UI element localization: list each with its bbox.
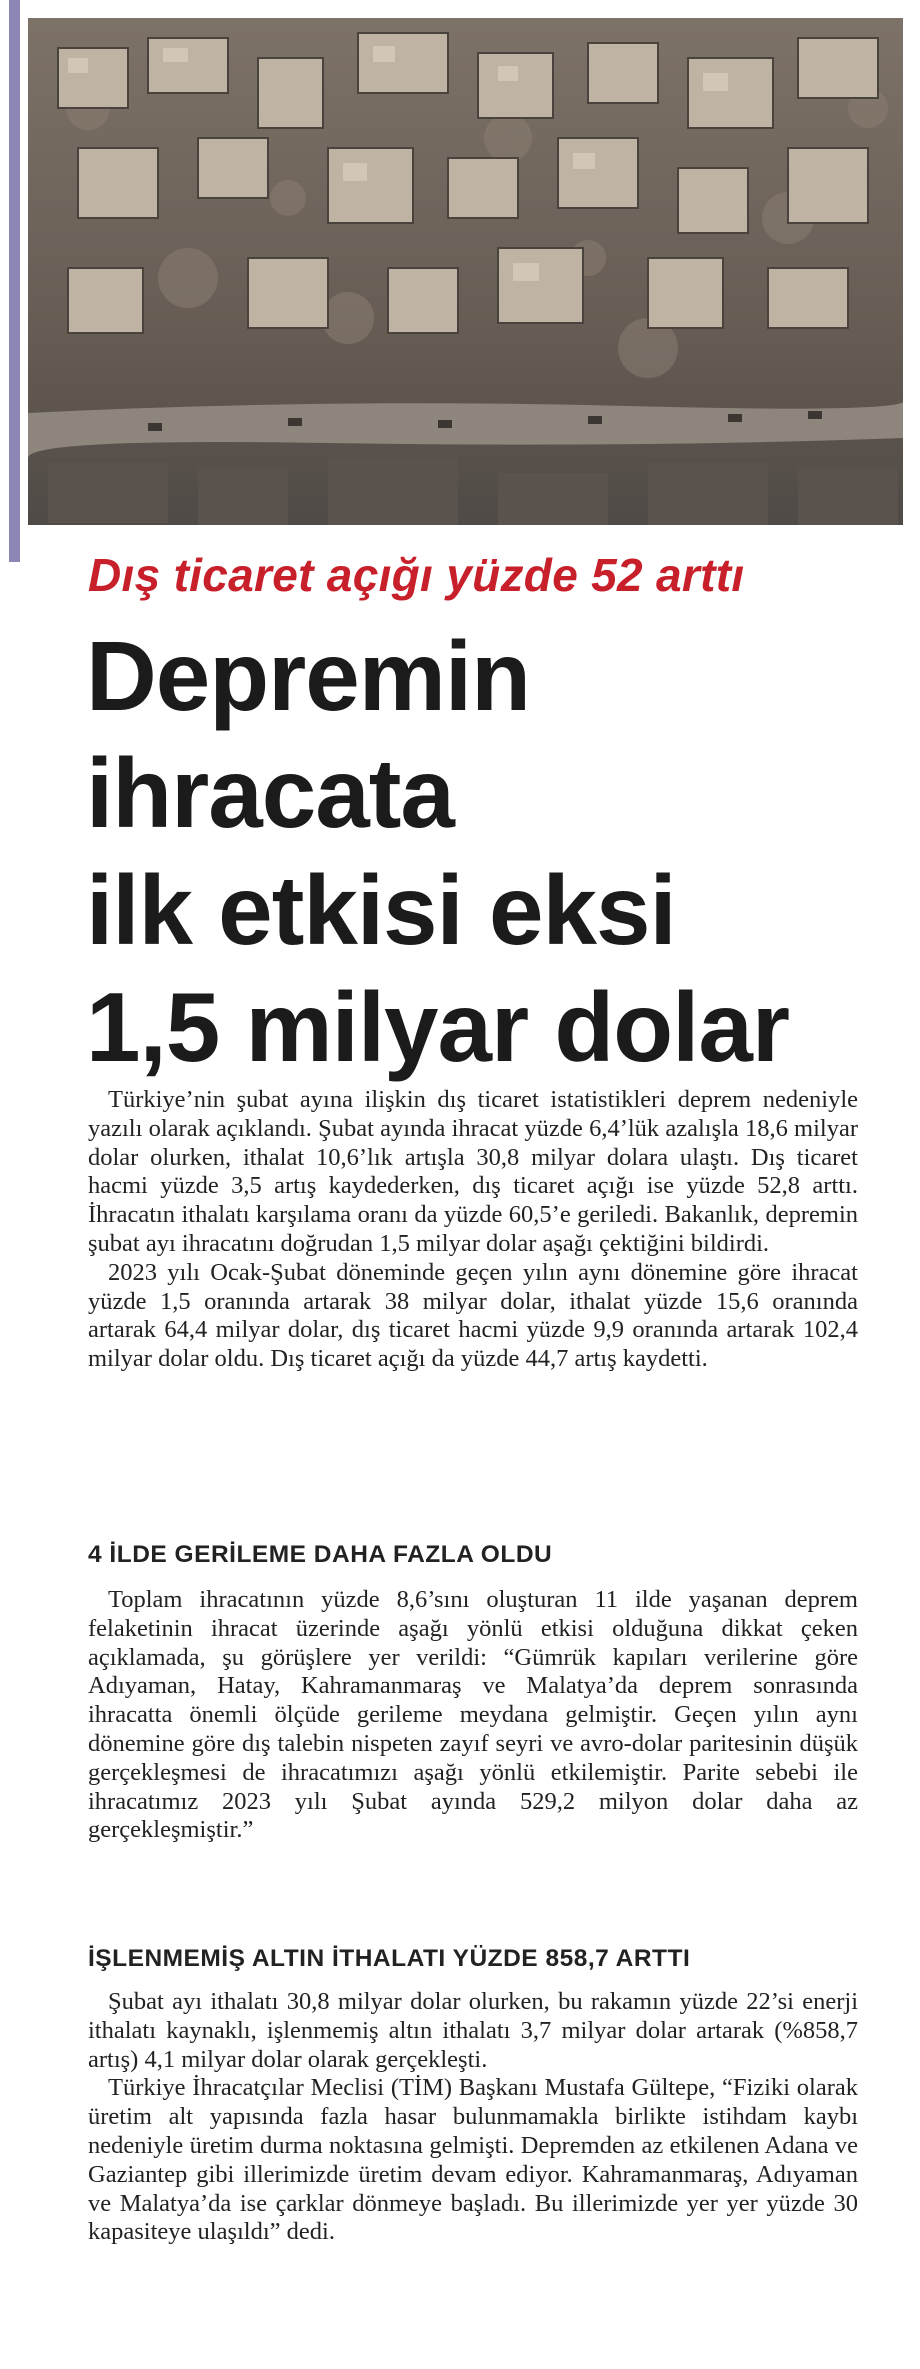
kicker-headline: Dış ticaret açığı yüzde 52 arttı [88, 549, 745, 601]
headline-line: Depremin [86, 621, 531, 731]
paragraph: Toplam ihracatının yüzde 8,6’sını oluşturan 11 ilde yaşanan deprem felaketinin ihracat üzerinde aşağı yönlü etkisi olduğuna dikkat çeken açıklamada, şu görüşlere yer verildi: “Gümrük kapıları verilerine göre Adıyaman, Hatay, Kahramanmaraş ve Malatya’da deprem sonrasında ihracatta önemli ölçüde gerileme meydana gelmiştir. Geçen yılın aynı dönemine göre dış talebin nispeten zayıf seyri ve avro-dolar paritesinin düşük gerçekleşmesi de ihracatımızı aşağı yönlü etkilemiştir. Parite sebebi ile ihracatımız 2023 yılı Şubat ayında 529,2 milyon dolar daha az gerçekleşmiştir.” [88, 1586, 858, 1844]
headline-line: ilk etkisi eksi [86, 855, 676, 965]
article-body-section-2 [88, 1586, 858, 1845]
main-headline [86, 618, 886, 1086]
headline-line: 1,5 milyar dolar [86, 972, 790, 1082]
paragraph: Türkiye’nin şubat ayına ilişkin dış ticaret istatistikleri deprem nedeniyle yazılı olarak açıklandı. Şubat ayında ihracat yüzde 6,4’lük azalışla 18,6 milyar dolar olurken, ithalat 10,6’lık artışla 30,8 milyar dolara ulaştı. Dış ticaret hacmi yüzde 3,5 artış kaydederken, dış ticaret açığı ise yüzde 52,8 arttı. İhracatın ithalatı karşılama oranı da yüzde 60,5’e geriledi. Bakanlık, depremin şubat ayı ihracatını doğrudan 1,5 milyar dolar aşağı çektiğini bildirdi. [88, 1086, 858, 1257]
section-heading: 4 İLDE GERİLEME DAHA FAZLA OLDU [88, 1541, 553, 1568]
section-heading: İŞLENMEMİŞ ALTIN İTHALATI YÜZDE 858,7 ARTTI [88, 1945, 691, 1972]
left-accent-rule [9, 0, 20, 562]
headline-line: ihracata [86, 738, 454, 848]
article-body-section-3 [88, 1988, 858, 2247]
paragraph: 2023 yılı Ocak-Şubat döneminde geçen yılın aynı dönemine göre ihracat yüzde 1,5 oranında artarak 38 milyar dolar, ithalat yüzde 15,6 oranında artarak 64,4 milyar dolar, dış ticaret hacmi yüzde 9,9 oranında artarak 102,4 milyar dolar oldu. Dış ticaret açığı da yüzde 44,7 artış kaydetti. [88, 1258, 858, 1373]
aerial-earthquake-photo [28, 18, 903, 525]
article-body-section-1 [88, 1086, 858, 1374]
photo-illustration [28, 18, 903, 525]
paragraph: Türkiye İhracatçılar Meclisi (TİM) Başkanı Mustafa Gültepe, “Fiziki olarak üretim alt yapısında fazla hasar bulunmamakla birlikte istihdam kaybı nedeniyle üretim durma noktasına gelmişti. Depremden az etkilenen Adana ve Gaziantep gibi illerimizde üretim devam ediyor. Kahramanmaraş, Adıyaman ve Malatya’da ise çarklar dönmeye başladı. Bu illerimizde yer yer yüzde 30 kapasiteye ulaşıldı” dedi. [88, 2074, 858, 2246]
paragraph: Şubat ayı ithalatı 30,8 milyar dolar olurken, bu rakamın yüzde 22’si enerji ithalatı kaynaklı, işlenmemiş altın ithalatı 3,7 milyar dolar artarak (%858,7 artış) 4,1 milyar dolar olarak gerçekleşti. [88, 1988, 858, 2073]
